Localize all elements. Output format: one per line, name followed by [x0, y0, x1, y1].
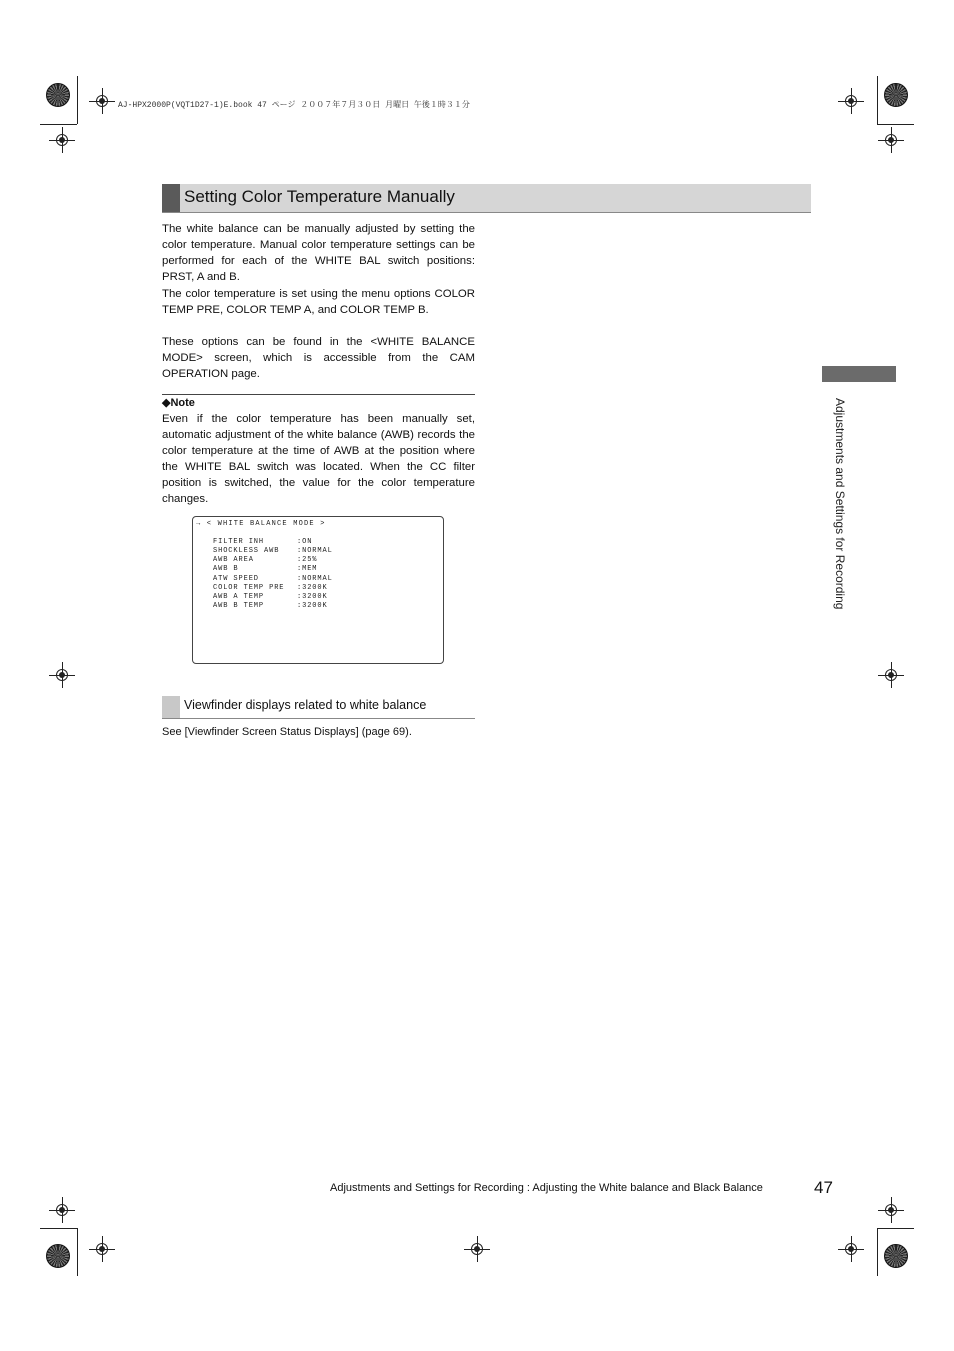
menu-row	[213, 547, 333, 556]
menu-row-label: FILTER INH	[213, 538, 265, 546]
crop-line	[877, 124, 914, 125]
registration-mark-icon	[885, 1204, 897, 1216]
color-rosette-icon	[46, 83, 70, 107]
menu-row-label: ATW SPEED	[213, 575, 259, 583]
crop-line	[77, 1228, 78, 1276]
print-header: AJ-HPX2000P(VQT1D27-1)E.book 47 ページ ２００７年７月３０日 月曜日 午後１時３１分	[118, 101, 470, 110]
menu-row-value: :ON	[297, 538, 313, 546]
color-rosette-icon	[884, 1244, 908, 1268]
cross-reference: See [Viewfinder Screen Status Displays] (page 69).	[162, 726, 412, 738]
menu-row-label: AWB AREA	[213, 556, 254, 564]
color-rosette-icon	[884, 83, 908, 107]
note-heading: ◆Note	[162, 397, 195, 409]
menu-row	[213, 602, 328, 611]
registration-mark-icon	[471, 1243, 483, 1255]
body-paragraph: The white balance can be manually adjusted by setting the color temperature. Manual color temperature settings can be performed for each of the WHITE BAL switch positions: PRST, A and B.	[162, 223, 475, 284]
note-text: Even if the color temperature has been manually set, automatic adjustment of the white balance (AWB) records the color temperature at the time of AWB at the position where the WHITE BAL switch was located. When the CC filter position is switched, the value for the color temperature changes.	[162, 413, 475, 506]
menu-row-value: :MEM	[297, 565, 318, 573]
section-title: Setting Color Temperature Manually	[184, 187, 455, 206]
menu-row-value: :3200K	[297, 602, 328, 610]
crop-line	[40, 1228, 77, 1229]
crop-line	[877, 1228, 878, 1276]
crop-line	[77, 76, 78, 124]
menu-row	[213, 565, 317, 574]
subsection-marker	[162, 696, 180, 719]
registration-mark-icon	[56, 134, 68, 146]
menu-row	[213, 538, 312, 547]
page-number: 47	[814, 1178, 833, 1197]
registration-mark-icon	[845, 1243, 857, 1255]
menu-row-value: :NORMAL	[297, 547, 333, 555]
menu-row-value: :NORMAL	[297, 575, 333, 583]
body-paragraph: The color temperature is set using the menu options COLOR TEMP PRE, COLOR TEMP A, and COLOR TEMP B.	[162, 288, 475, 317]
menu-row-label: AWB A TEMP	[213, 593, 265, 601]
color-rosette-icon	[46, 1244, 70, 1268]
chapter-tab	[822, 366, 896, 382]
registration-mark-icon	[96, 1243, 108, 1255]
section-title-marker	[162, 184, 180, 212]
body-paragraph: These options can be found in the <WHITE BALANCE MODE> screen, which is accessible from the CAM OPERATION page.	[162, 336, 475, 381]
menu-row	[213, 593, 328, 602]
registration-mark-icon	[845, 95, 857, 107]
menu-row-label: AWB B	[213, 565, 239, 573]
registration-mark-icon	[96, 95, 108, 107]
menu-row-value: :3200K	[297, 584, 328, 592]
menu-row-label: COLOR TEMP PRE	[213, 584, 285, 592]
registration-mark-icon	[885, 134, 897, 146]
crop-line	[877, 76, 878, 124]
menu-row-value: :3200K	[297, 593, 328, 601]
chapter-tab-label: Adjustments and Settings for Recording	[833, 398, 847, 610]
registration-mark-icon	[56, 669, 68, 681]
registration-mark-icon	[56, 1204, 68, 1216]
menu-row-value: :25%	[297, 556, 318, 564]
menu-row	[213, 575, 333, 584]
footer-breadcrumb: Adjustments and Settings for Recording : Adjusting the White balance and Black Balance	[330, 1182, 763, 1194]
crop-line	[40, 124, 77, 125]
subsection-title: Viewfinder displays related to white balance	[184, 698, 427, 712]
menu-screen-title: → < WHITE BALANCE MODE >	[196, 520, 326, 528]
menu-row-label: SHOCKLESS AWB	[213, 547, 280, 555]
subsection-divider	[162, 718, 475, 719]
note-divider	[162, 394, 475, 395]
crop-line	[877, 1228, 914, 1229]
menu-row	[213, 584, 328, 593]
menu-row-label: AWB B TEMP	[213, 602, 265, 610]
menu-row	[213, 556, 317, 565]
registration-mark-icon	[885, 669, 897, 681]
